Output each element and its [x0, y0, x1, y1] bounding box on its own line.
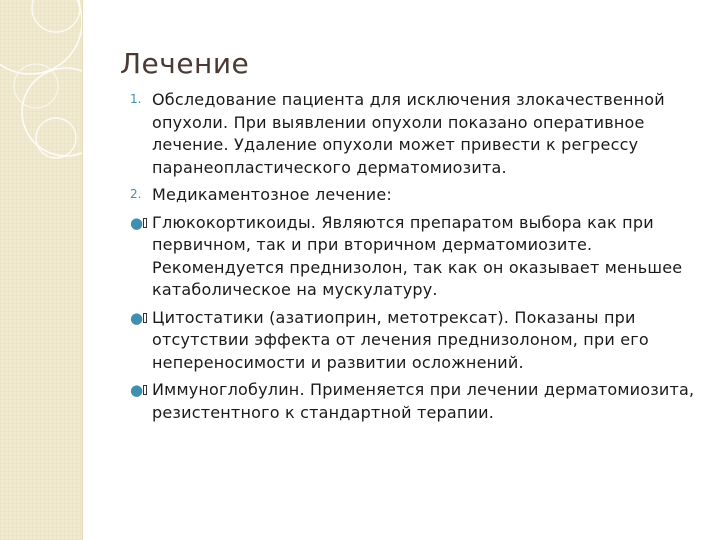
sidebar-divider: [82, 0, 83, 540]
ring-middle-small: [36, 118, 76, 158]
ring-accent: [14, 64, 58, 108]
list-item-text: Глюкокортикоиды. Являются препаратом выбора как при первичном, так и при вторичном дерматомиозите. Рекомендуется преднизолон, так как он оказывает меньшее катаболическое на мускулатуру.: [152, 212, 683, 299]
list-item-4: [122, 307, 702, 375]
decorative-sidebar: [0, 0, 82, 540]
content-list: [122, 89, 702, 429]
list-item-text: Медикаментозное лечение:: [152, 185, 393, 204]
number-marker: 2.: [130, 187, 142, 201]
list-item-text: Иммуноглобулин. Применяется при лечении дерматомиозита, резистентного к стандартной терапии.: [152, 380, 695, 422]
list-item-3: [122, 212, 702, 302]
decorative-rings: [0, 0, 82, 540]
list-item-text: Обследование пациента для исключения злокачественной опухоли. При выявлении опухоли показано оперативное лечение. Удаление опухоли может привести к регрессу паранеопластического дерматомиозита.: [152, 90, 665, 177]
bullet-dot-icon: ●: [130, 308, 144, 327]
bullet-box-icon: [143, 385, 147, 395]
list-item-2: [122, 184, 702, 207]
bullet-box-icon: [143, 313, 147, 323]
bullet-dot-icon: ●: [130, 381, 144, 399]
ring-top-small: [32, 0, 80, 32]
ring-middle-large: [22, 68, 82, 156]
list-item-1: [122, 89, 702, 179]
ring-top-large: [0, 0, 82, 74]
bullet-dot-icon: ●: [130, 213, 144, 232]
bullet-box-icon: [143, 218, 147, 228]
list-item-5: [122, 379, 702, 424]
list-item-text: Цитостатики (азатиоприн, метотрексат). Показаны при отсутствии эффекта от лечения преднизолоном, при его непереносимости и развитии осложнений.: [152, 307, 649, 372]
number-marker: 1.: [130, 92, 142, 106]
slide-title: Лечение: [120, 46, 250, 80]
